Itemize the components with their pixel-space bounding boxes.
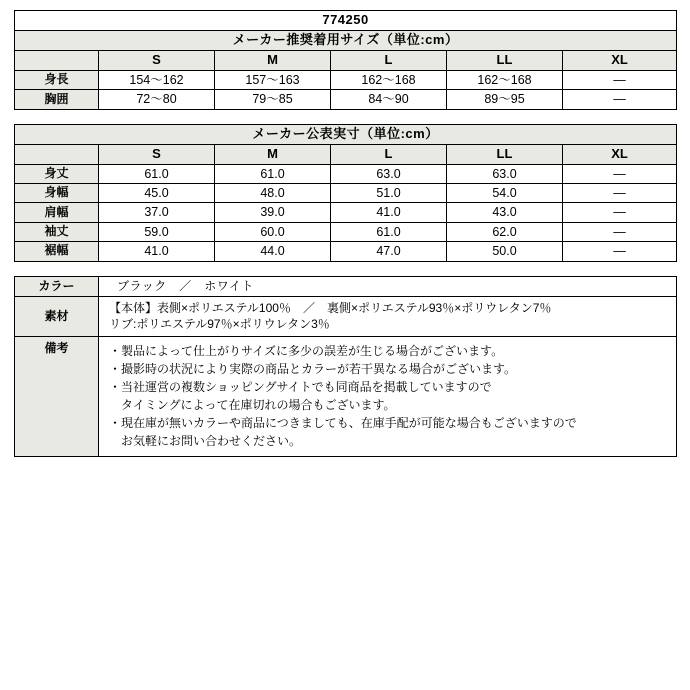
- material-line-1: 【本体】表側×ポリエステル100％ ／ 裏側×ポリエステル93％×ポリウレタン7％: [109, 301, 552, 316]
- cell-shoulder-width-s: 37.0: [99, 203, 215, 222]
- cell-chest-m: 79〜85: [215, 90, 331, 109]
- actual-header-row: [15, 144, 677, 164]
- cell-sleeve-length-l: 61.0: [331, 222, 447, 241]
- recommended-title: メーカー推奨着用サイズ（単位:cm）: [15, 31, 677, 51]
- actual-size-table: [14, 124, 677, 262]
- cell-body-length-xl: —: [563, 164, 677, 183]
- actual-header-blank: [15, 144, 99, 164]
- note-line-6: お気軽にお問い合わせください。: [109, 433, 302, 448]
- row-label-hem-width: 裾幅: [15, 242, 99, 261]
- cell-chest-ll: 89〜95: [447, 90, 563, 109]
- cell-hem-width-m: 44.0: [215, 242, 331, 261]
- table-row: [15, 222, 677, 241]
- recommended-title-row: [15, 31, 677, 51]
- recommended-size-table: [14, 10, 677, 110]
- product-code-row: [15, 11, 677, 31]
- note-line-4: タイミングによって在庫切れの場合もございます。: [109, 397, 396, 412]
- actual-header-m: M: [215, 144, 331, 164]
- cell-sleeve-length-s: 59.0: [99, 222, 215, 241]
- row-label-chest: 胸囲: [15, 90, 99, 109]
- note-line-3: ・当社運営の複数ショッピングサイトでも同商品を掲載していますので: [109, 379, 492, 394]
- cell-body-width-s: 45.0: [99, 184, 215, 203]
- notes-label: 備考: [15, 336, 99, 456]
- actual-header-s: S: [99, 144, 215, 164]
- product-info-table: [14, 276, 677, 457]
- recommended-header-blank: [15, 51, 99, 71]
- cell-height-xl: —: [563, 70, 677, 89]
- actual-header-l: L: [331, 144, 447, 164]
- table-row: [15, 90, 677, 109]
- actual-header-xl: XL: [563, 144, 677, 164]
- color-row: [15, 276, 677, 297]
- actual-title: メーカー公表実寸（単位:cm）: [15, 124, 677, 144]
- recommended-header-l: L: [331, 51, 447, 71]
- row-label-body-length: 身丈: [15, 164, 99, 183]
- cell-sleeve-length-m: 60.0: [215, 222, 331, 241]
- cell-body-width-l: 51.0: [331, 184, 447, 203]
- product-code: 774250: [15, 11, 677, 31]
- recommended-header-row: [15, 51, 677, 71]
- row-label-body-width: 身幅: [15, 184, 99, 203]
- table-row: [15, 184, 677, 203]
- actual-title-row: [15, 124, 677, 144]
- cell-body-length-l: 63.0: [331, 164, 447, 183]
- material-label: 素材: [15, 297, 99, 336]
- note-line-1: ・製品によって仕上がりサイズに多少の誤差が生じる場合がございます。: [109, 343, 504, 358]
- material-line-2: リブ:ポリエステル97％×ポリウレタン3％: [109, 317, 330, 332]
- cell-chest-l: 84〜90: [331, 90, 447, 109]
- cell-body-length-s: 61.0: [99, 164, 215, 183]
- table-row: [15, 203, 677, 222]
- cell-shoulder-width-m: 39.0: [215, 203, 331, 222]
- cell-chest-xl: —: [563, 90, 677, 109]
- actual-header-ll: LL: [447, 144, 563, 164]
- notes-value: [99, 336, 677, 456]
- cell-height-l: 162〜168: [331, 70, 447, 89]
- notes-row: [15, 336, 677, 456]
- recommended-header-ll: LL: [447, 51, 563, 71]
- color-label: カラー: [15, 276, 99, 297]
- cell-hem-width-ll: 50.0: [447, 242, 563, 261]
- cell-height-m: 157〜163: [215, 70, 331, 89]
- cell-body-length-ll: 63.0: [447, 164, 563, 183]
- recommended-header-xl: XL: [563, 51, 677, 71]
- cell-body-width-xl: —: [563, 184, 677, 203]
- cell-height-s: 154〜162: [99, 70, 215, 89]
- recommended-header-s: S: [99, 51, 215, 71]
- cell-shoulder-width-ll: 43.0: [447, 203, 563, 222]
- cell-sleeve-length-ll: 62.0: [447, 222, 563, 241]
- row-label-height: 身長: [15, 70, 99, 89]
- note-line-5: ・現在庫が無いカラーや商品につきましても、在庫手配が可能な場合もございますので: [109, 415, 577, 430]
- cell-body-width-ll: 54.0: [447, 184, 563, 203]
- note-line-2: ・撮影時の状況により実際の商品とカラーが若干異なる場合がございます。: [109, 361, 517, 376]
- row-label-sleeve-length: 袖丈: [15, 222, 99, 241]
- table-row: [15, 70, 677, 89]
- cell-body-length-m: 61.0: [215, 164, 331, 183]
- color-value: ブラック ／ ホワイト: [99, 276, 677, 297]
- cell-hem-width-xl: —: [563, 242, 677, 261]
- cell-chest-s: 72〜80: [99, 90, 215, 109]
- recommended-header-m: M: [215, 51, 331, 71]
- table-row: [15, 164, 677, 183]
- cell-height-ll: 162〜168: [447, 70, 563, 89]
- cell-sleeve-length-xl: —: [563, 222, 677, 241]
- cell-body-width-m: 48.0: [215, 184, 331, 203]
- cell-hem-width-l: 47.0: [331, 242, 447, 261]
- material-value: [99, 297, 677, 336]
- material-row: [15, 297, 677, 336]
- table-row: [15, 242, 677, 261]
- cell-shoulder-width-l: 41.0: [331, 203, 447, 222]
- row-label-shoulder-width: 肩幅: [15, 203, 99, 222]
- cell-hem-width-s: 41.0: [99, 242, 215, 261]
- cell-shoulder-width-xl: —: [563, 203, 677, 222]
